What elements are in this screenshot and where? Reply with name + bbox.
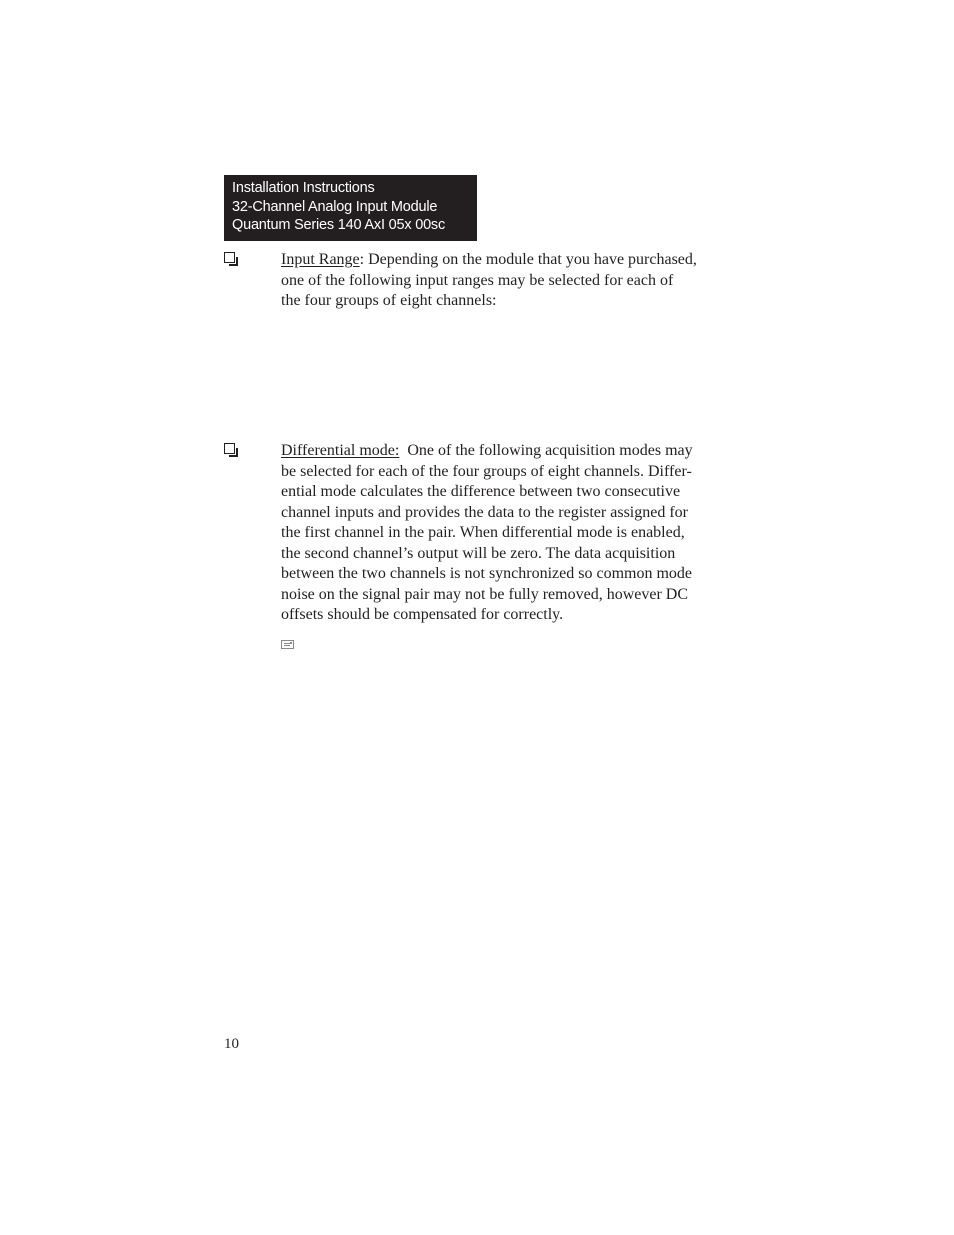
- header-module: 32-Channel Analog Input Module: [232, 198, 438, 215]
- differential-line-6: the second channel’s output will be zero. The data acquisition: [281, 544, 676, 562]
- checkbox-bullet-icon: [224, 252, 235, 263]
- header-series: Quantum Series 140 AxI 05x 00sc: [232, 217, 446, 233]
- differential-line-9: offsets should be compensated for correctly.: [281, 606, 564, 623]
- page-number: 10: [224, 1036, 239, 1052]
- checkbox-bullet-icon: [224, 443, 235, 454]
- input-range-paragraph: [281, 250, 733, 312]
- document-header: [224, 175, 477, 241]
- input-range-line-2: one of the following input ranges may be selected for each of: [281, 271, 674, 289]
- input-range-line-3: the four groups of eight channels:: [281, 292, 497, 309]
- input-range-line-1: Input Range: Depending on the module that you have purchased,: [281, 251, 697, 268]
- differential-mode-heading: Differential mode:: [281, 442, 400, 459]
- differential-line-3: ential mode calculates the difference between two consecutive: [281, 483, 681, 500]
- differential-line-8: noise on the signal pair may not be fully removed, however DC: [281, 585, 689, 603]
- differential-line-5: the first channel in the pair. When differential mode is enabled,: [281, 524, 685, 541]
- differential-line-2: be selected for each of the four groups of eight channels. Differ-: [281, 462, 692, 480]
- input-range-heading: Input Range: [281, 251, 360, 268]
- differential-mode-paragraph: [281, 441, 733, 626]
- note-icon: [281, 640, 294, 649]
- differential-line-7: between the two channels is not synchronized so common mode: [281, 565, 693, 582]
- header-title: Installation Instructions: [232, 180, 375, 196]
- differential-line-1: Differential mode: One of the following acquisition modes may: [281, 442, 693, 459]
- differential-line-4: channel inputs and provides the data to the register assigned for: [281, 503, 688, 521]
